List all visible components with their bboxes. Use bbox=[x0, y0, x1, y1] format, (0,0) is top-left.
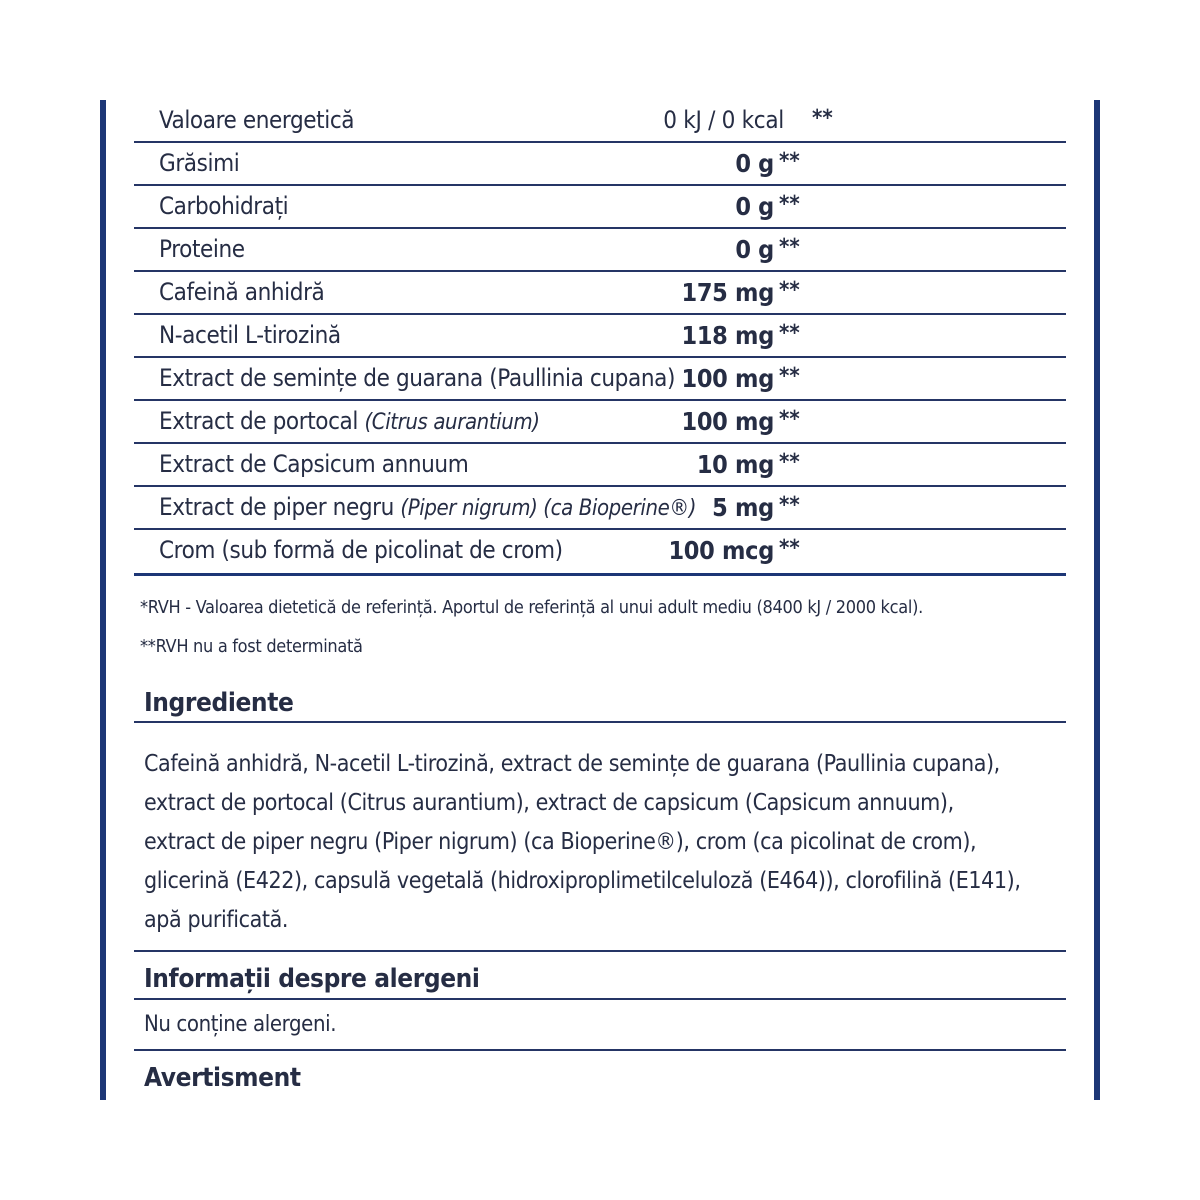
nutrition-row bbox=[134, 229, 1066, 272]
nutrient-label: Grăsimi bbox=[159, 149, 240, 177]
nutrition-row bbox=[134, 272, 1066, 315]
warning-top-divider bbox=[134, 1049, 1066, 1051]
panel-right-border bbox=[1094, 100, 1100, 1100]
ingredients-text bbox=[144, 745, 1044, 940]
nutrient-amount: 0 g bbox=[735, 192, 774, 221]
rvh-mark: ** bbox=[779, 278, 800, 303]
allergens-divider bbox=[134, 998, 1066, 1000]
rvh-mark: ** bbox=[779, 235, 800, 260]
nutrient-label: N-acetil L-tirozină bbox=[159, 321, 341, 349]
nutrition-row bbox=[134, 487, 1066, 530]
nutrition-row bbox=[134, 315, 1066, 358]
nutrition-row bbox=[134, 143, 1066, 186]
nutrition-row bbox=[134, 358, 1066, 401]
nutrient-amount: 100 mg bbox=[681, 407, 774, 436]
rvh-footnote: *RVH - Valoarea dietetică de referință. Aportul de referință al unui adult mediu (8400 kJ / 2000 kcal). bbox=[140, 597, 923, 618]
nutrition-row bbox=[134, 401, 1066, 444]
nutrient-name: Extract de portocal bbox=[159, 407, 358, 435]
nutrient-label bbox=[159, 364, 675, 392]
rvh-mark: ** bbox=[779, 493, 800, 518]
nutrient-amount: 175 mg bbox=[681, 278, 774, 307]
nutrient-label: Extract de Capsicum annuum bbox=[159, 450, 469, 478]
nutrient-amount: 0 kJ / 0 kcal bbox=[663, 106, 784, 134]
ingredients-divider bbox=[134, 721, 1066, 723]
nutrition-row bbox=[134, 530, 1066, 576]
latin-name: (Paullinia cupana) bbox=[489, 364, 675, 392]
nutrient-label: Carbohidrați bbox=[159, 192, 289, 220]
nutrient-label: Cafeină anhidră bbox=[159, 278, 325, 306]
nutrition-row bbox=[134, 186, 1066, 229]
nutrient-amount: 0 g bbox=[735, 235, 774, 264]
nutrient-name: Extract de piper negru bbox=[159, 493, 394, 521]
latin-name: (Citrus aurantium) bbox=[364, 410, 540, 435]
nutrient-amount: 100 mg bbox=[681, 364, 774, 393]
nutrient-label: Valoare energetică bbox=[159, 106, 355, 134]
rvh-mark: ** bbox=[779, 536, 800, 561]
ingredients-line: glicerină (E422), capsulă vegetală (hidroxiproplimetilceluloză (E464)), clorofilină (E141), bbox=[144, 868, 1021, 894]
nutrient-amount: 10 mg bbox=[696, 450, 774, 479]
nutrient-amount: 118 mg bbox=[681, 321, 774, 350]
rvh-mark: ** bbox=[779, 192, 800, 217]
allergens-text: Nu conține alergeni. bbox=[144, 1012, 337, 1037]
warning-title: Avertisment bbox=[144, 1063, 301, 1093]
rvh-mark: ** bbox=[779, 149, 800, 174]
rvh-mark: ** bbox=[779, 450, 800, 475]
rvh-not-determined-footnote: **RVH nu a fost determinată bbox=[140, 636, 363, 657]
nutrition-row bbox=[134, 444, 1066, 487]
nutrient-amount: 100 mcg bbox=[668, 536, 774, 565]
nutrient-amount: 0 g bbox=[735, 149, 774, 178]
rvh-mark: ** bbox=[779, 321, 800, 346]
allergens-title: Informații despre alergeni bbox=[144, 964, 480, 994]
rvh-mark: ** bbox=[779, 407, 800, 432]
nutrient-amount: 5 mg bbox=[712, 493, 774, 522]
nutrition-row bbox=[134, 100, 1066, 143]
ingredients-title: Ingrediente bbox=[144, 688, 294, 718]
nutrient-name: Extract de semințe de guarana bbox=[159, 364, 483, 392]
nutrient-label bbox=[159, 493, 696, 521]
ingredients-line: extract de portocal (Citrus aurantium), extract de capsicum (Capsicum annuum), bbox=[144, 790, 954, 816]
panel-left-border bbox=[100, 100, 106, 1100]
nutrient-label: Crom (sub formă de picolinat de crom) bbox=[159, 536, 563, 564]
rvh-mark: ** bbox=[812, 106, 833, 131]
nutrient-label bbox=[159, 407, 540, 435]
latin-name: (Piper nigrum) (ca Bioperine®) bbox=[400, 496, 697, 521]
ingredients-line: apă purificată. bbox=[144, 907, 289, 933]
nutrient-label: Proteine bbox=[159, 235, 245, 263]
rvh-mark: ** bbox=[779, 364, 800, 389]
allergens-top-divider bbox=[134, 950, 1066, 952]
nutrition-table bbox=[134, 100, 1066, 576]
ingredients-line: Cafeină anhidră, N-acetil L-tirozină, extract de semințe de guarana (Paullinia cupana), bbox=[144, 751, 1000, 777]
ingredients-line: extract de piper negru (Piper nigrum) (ca Bioperine®), crom (ca picolinat de crom), bbox=[144, 829, 977, 855]
